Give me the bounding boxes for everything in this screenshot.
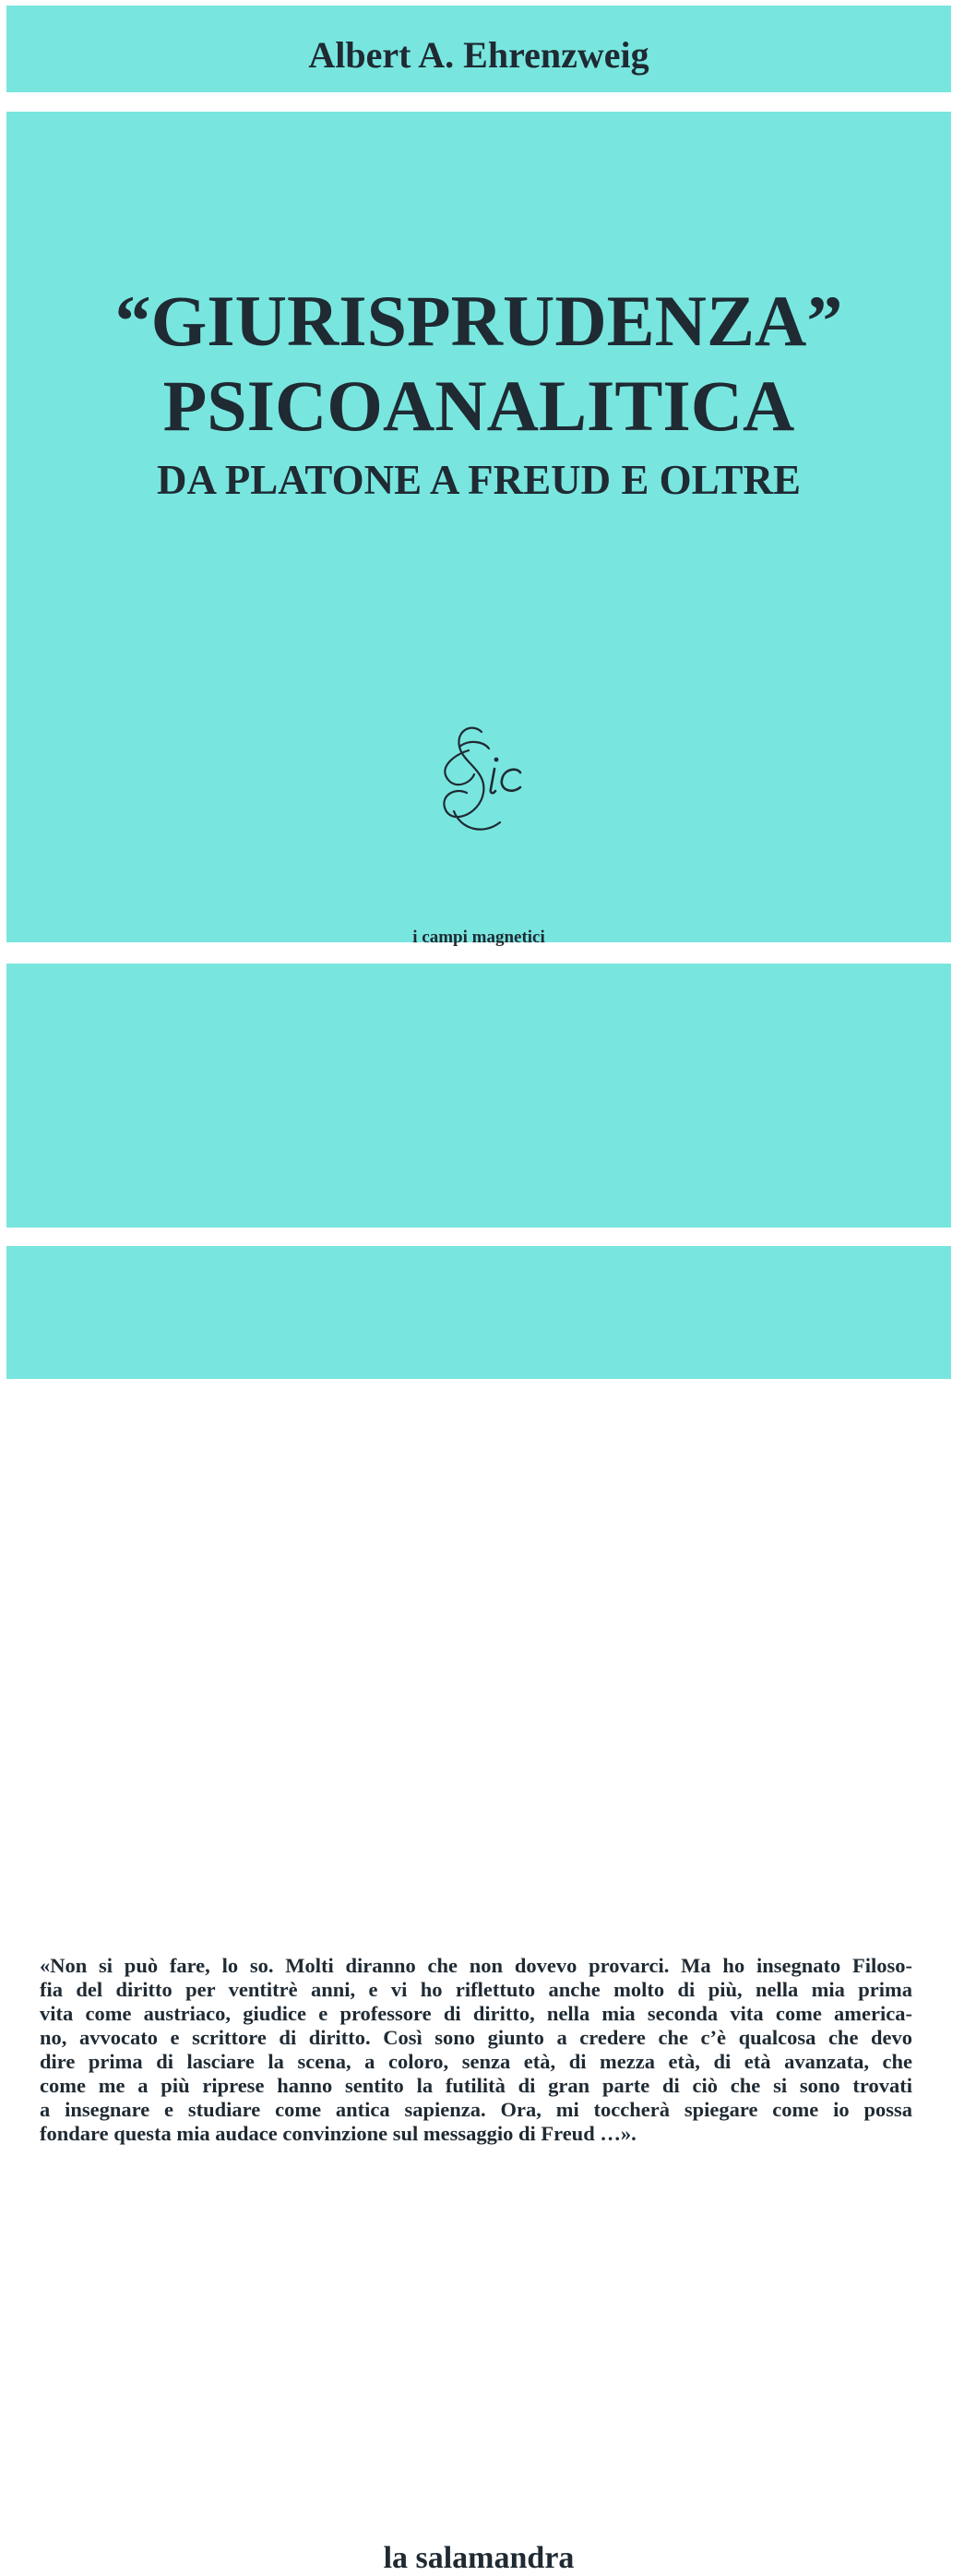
series-name: i campi magnetici — [412, 928, 545, 947]
quote-line: a insegnare e studiare come antica sapienza. Ora, mi toccherà spiegare come io possa — [40, 2098, 912, 2121]
sic-monogram-icon — [428, 723, 530, 838]
author-panel — [6, 6, 951, 92]
title-line-1: “GIURISPRUDENZA” — [114, 281, 843, 361]
subtitle: DA PLATONE A FREUD E OLTRE — [156, 457, 802, 503]
quote-line: come me a più riprese hanno sentito la futilità di gran parte di ciò che si sono trovati — [40, 2074, 912, 2097]
book-cover — [6, 6, 951, 2575]
publisher-name: la salamandra — [383, 2541, 575, 2575]
title-panel — [6, 112, 951, 947]
quote-line: fia del diritto per ventitrè anni, e vi ho riflettuto anche molto di più, nella mia prima — [40, 1978, 912, 2001]
quote-line: fondare questa mia audace convinzione sul messaggio di Freud …». — [40, 2122, 637, 2145]
quote-panel — [6, 964, 951, 2145]
quote-line: «Non si può fare, lo so. Molti diranno che non dovevo provarci. Ma ho insegnato Filoso- — [40, 1954, 912, 1977]
quote-line: dire prima di lasciare la scena, a coloro, senza età, di mezza età, di età avanzata, che — [40, 2050, 912, 2073]
author-name: Albert A. Ehrenzweig — [308, 34, 649, 76]
quote-line: no, avvocato e scrittore di diritto. Così sono giunto a credere che c’è qualcosa che devo — [40, 2026, 912, 2049]
title-line-2: PSICOANALITICA — [162, 365, 795, 446]
quote-line: vita come austriaco, giudice e professore di diritto, nella mia seconda vita come america- — [40, 2002, 912, 2025]
blurb-quote — [40, 1954, 912, 2146]
